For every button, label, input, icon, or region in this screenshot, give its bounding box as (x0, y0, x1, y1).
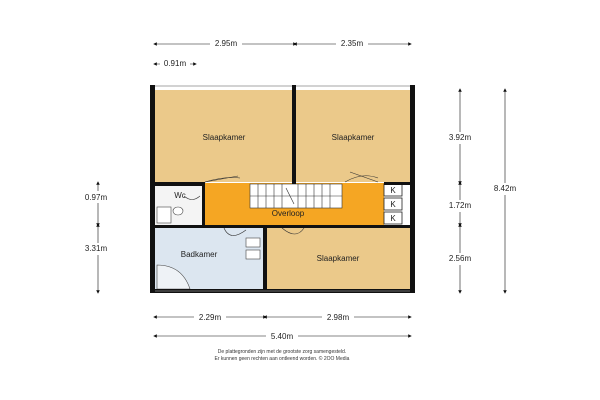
dim-bottom-right: 2.98m (326, 313, 350, 322)
bathroom-sink-2 (246, 250, 260, 259)
disclaimer-line-2: Er kunnen geen rechten aan ontleend worden. © 2OO Media (214, 356, 350, 362)
dim-left-lower: 3.31m (84, 244, 108, 253)
label-landing: Overloop (271, 209, 305, 218)
dim-bottom-total: 5.40m (270, 332, 294, 341)
dim-bottom-left: 2.29m (198, 313, 222, 322)
label-bedroom-2: Slaapkamer (331, 133, 375, 142)
dim-right-1: 3.92m (448, 133, 472, 142)
dim-top-right: 2.35m (340, 39, 364, 48)
wc-sink (157, 207, 171, 223)
disclaimer-line-1: De plattegronden zijn met de grootste zorg samengesteld. (217, 349, 347, 355)
stairs (250, 184, 342, 208)
dim-top-left: 2.95m (214, 39, 238, 48)
dim-left-upper: 0.97m (84, 193, 108, 202)
dim-right-3: 2.56m (448, 254, 472, 263)
toilet (173, 207, 183, 215)
dim-right-2: 1.72m (448, 201, 472, 210)
label-bedroom-3: Slaapkamer (316, 254, 360, 263)
cupboard-2-label: K (390, 200, 396, 209)
cupboard-1-label: K (390, 186, 396, 195)
label-bedroom-1: Slaapkamer (202, 133, 246, 142)
cupboards (384, 184, 402, 224)
label-bathroom: Badkamer (180, 250, 218, 259)
dim-small-top: 0.91m (163, 59, 187, 68)
bathroom-sink-1 (246, 238, 260, 247)
label-wc: Wc (174, 191, 186, 200)
disclaimer (215, 349, 350, 362)
dim-right-total: 8.42m (493, 184, 517, 193)
cupboard-3-label: K (390, 214, 396, 223)
